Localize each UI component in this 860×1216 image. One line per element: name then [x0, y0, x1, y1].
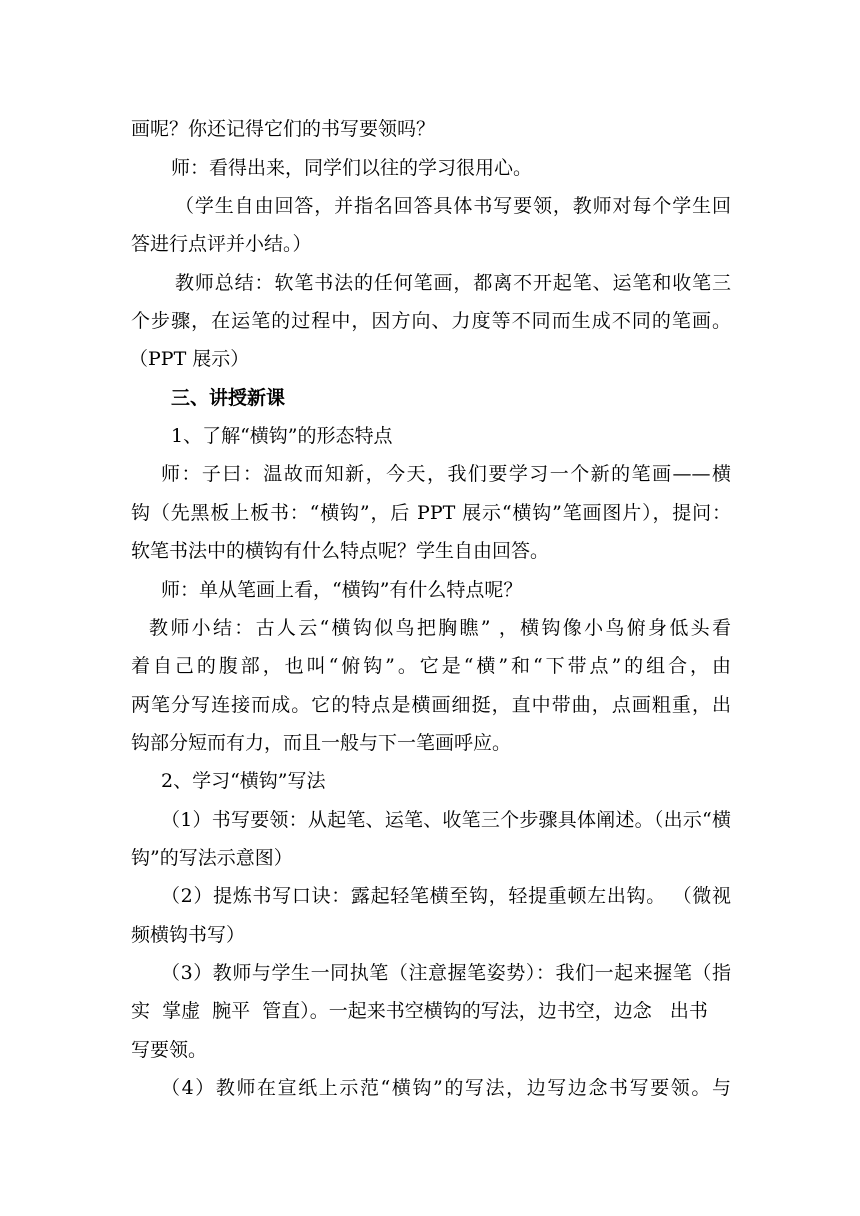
subsection-heading: 2、学习“横钩”写法 [161, 770, 326, 792]
text-line: 教师总结：软笔书法的任何笔画，都离不开起笔、运笔和收笔三 [175, 272, 731, 294]
text-line: 师：看得出来，同学们以往的学习很用心。 [171, 157, 533, 179]
text-line: 钩（先黑板上板书：“横钩”，后 PPT 展示“横钩”笔画图片），提问： [131, 502, 731, 524]
text-line: 答进行点评并小结。） [131, 233, 312, 255]
text-line: （1）书写要领：从起笔、运笔、收笔三个步骤具体阐述。（出示“横 [161, 809, 731, 831]
text-line: 写要领。 [131, 1039, 208, 1061]
text-line: 软笔书法中的横钩有什么特点呢？学生自由回答。 [131, 540, 550, 562]
text-line: （2）提炼书写口诀：露起轻笔横至钩，轻提重顿左出钩。 （微视 [161, 885, 731, 907]
text-line: 师：单从笔画上看，“横钩”有什么特点呢？ [161, 579, 523, 601]
text-line: （4）教师在宣纸上示范“横钩”的写法，边写边念书写要领。与 [161, 1077, 731, 1099]
text-line: 频横钩书写） [131, 924, 246, 946]
text-line: （3）教师与学生一同执笔（注意握笔姿势）：我们一起来握笔（指 [161, 962, 731, 984]
subsection-heading: 1、了解“横钩”的形态特点 [171, 425, 393, 447]
text-line: 师：子曰：温故而知新，今天，我们要学习一个新的笔画——横 [161, 463, 731, 485]
text-line: 两笔分写连接而成。它的特点是横画细挺，直中带曲，点画粗重，出 [131, 694, 731, 716]
text-line: （PPT 展示） [129, 348, 250, 370]
text-line: 实 掌虚 腕平 管直）。一起来书空横钩的写法，边书空，边念 出书 [131, 1000, 708, 1022]
text-line: （学生自由回答，并指名回答具体书写要领，教师对每个学生回 [175, 195, 731, 217]
text-line: 画呢？你还记得它们的书写要领吗？ [131, 118, 436, 140]
text-line: 教师小结：古人云“横钩似鸟把胸瞧” ，横钩像小鸟俯身低头看 [149, 617, 731, 639]
section-heading: 三、讲授新课 [171, 387, 286, 409]
text-line: 个步骤，在运笔的过程中，因方向、力度等不同而生成不同的笔画。 [131, 310, 731, 332]
text-line: 钩部分短而有力，而且一般与下一笔画呼应。 [131, 732, 512, 754]
text-line: 着自己的腹部，也叫“俯钩”。它是“横”和“下带点”的组合，由 [131, 655, 731, 677]
text-line: 钩”的写法示意图） [131, 847, 293, 869]
